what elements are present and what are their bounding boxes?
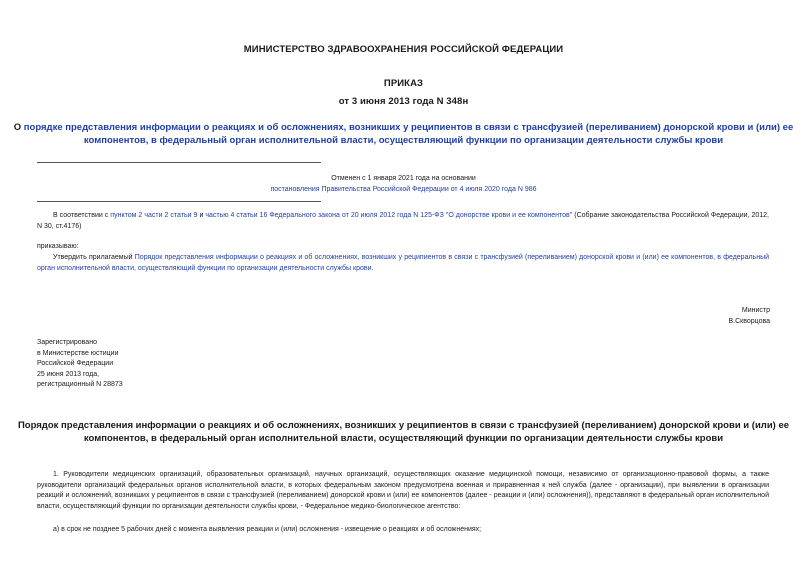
procedure-link[interactable]: Порядок представления информации о реакциях и об осложнениях, возникших у реципиентов в связи с трансфузией (переливанием) донорской крови и (или) ее компонентов, в федеральный орган исполнительной власти, осуществляющий функции по организации деятельности службы крови <box>37 254 770 272</box>
law-link-article16[interactable]: частью 4 статьи 16 Федерального закона от 20 июля 2012 года N 125-ФЗ "О донорстве крови и ее компонентов" <box>205 212 573 219</box>
registration-line: регистрационный N 28873 <box>37 381 123 388</box>
signature-name: В.Скворцова <box>728 317 770 325</box>
ministry-heading: МИНИСТЕРСТВО ЗДРАВООХРАНЕНИЯ РОССИЙСКОЙ ФЕДЕРАЦИИ <box>243 44 564 55</box>
approve-text-start: Утвердить прилагаемый <box>53 254 135 261</box>
procedure-title-line1: Порядок представления информации о реакциях и об осложнениях, возникших у реципиентов в связи с трансфузией (переливанием) донорской крови и (или) ее <box>17 420 790 431</box>
signature-position: Министр <box>741 307 770 314</box>
order-title <box>0 122 807 147</box>
preamble-text-mid: и <box>197 212 206 219</box>
divider-bottom <box>37 201 321 202</box>
order-word: приказываю: <box>37 243 79 250</box>
cancel-notice <box>0 174 807 195</box>
procedure-title-line2: компонентов, в федеральный орган исполнительной власти, осуществляющий функции по организации деятельности службы крови <box>83 432 724 444</box>
approve-text-end: . <box>371 264 374 272</box>
divider-top <box>37 162 321 163</box>
preamble-text-end: (Собрание законодательства Российской Федерации, 2012, N 30, ст.4176) <box>37 212 769 230</box>
order-heading: ПРИКАЗ <box>383 78 424 89</box>
order-title-link-line2[interactable]: компонентов, в федеральный орган исполнительной власти, осуществляющий функции по организации деятельности службы крови <box>83 134 724 146</box>
procedure-paragraph-1: 1. Руководители медицинских организаций, образовательных организаций, научных организаций, осуществляющих оказание медицинской помощи, независимо от организационно-правовой формы, а также руководители организаций федеральных органов исполнительной власти, в которых федеральным законом предусмотрена военная и приравненная к ней служба (далее - организации), при выявлении в организации реакций и осложнений, возникших у реципиентов в связи с трансфузией (переливанием) донорской крови и (или) ее компонентов (далее - реакции и (или) осложнения)), представляют в федеральный орган исполнительной власти, осуществляющий функции по организации деятельности службы крови, - Федеральное медико-биологическое агентство: <box>37 471 769 510</box>
order-title-link-line1[interactable]: порядке представления информации о реакциях и об осложнениях, возникших у реципиентов в связи с трансфузией (переливанием) донорской крови и (или) ее <box>23 122 794 133</box>
procedure-title <box>0 420 807 445</box>
preamble-text-start: В соответствии с <box>53 212 111 219</box>
registration-line: Российской Федерации <box>37 360 114 367</box>
order-title-prefix: О <box>13 122 24 133</box>
cancel-notice-link[interactable]: постановления Правительства Российской Федерации от 4 июля 2020 года N 986 <box>270 185 537 193</box>
registration-line: Зарегистрировано <box>37 339 97 346</box>
signature <box>728 306 770 327</box>
approve-paragraph <box>37 253 769 274</box>
procedure-item-a: а) в срок не позднее 5 рабочих дней с момента выявления реакции и (или) осложнения - извещение о реакциях и об осложнениях; <box>53 526 482 533</box>
registration-block <box>37 338 123 391</box>
law-link-article9[interactable]: пунктом 2 части 2 статьи 9 <box>110 212 198 219</box>
registration-line: 25 июня 2013 года, <box>37 370 100 378</box>
registration-line: в Министерстве юстиции <box>37 349 119 357</box>
cancel-notice-text: Отменен с 1 января 2021 года на основании <box>331 175 476 182</box>
preamble-paragraph <box>37 211 769 232</box>
order-date-number: от 3 июня 2013 года N 348н <box>338 96 469 107</box>
